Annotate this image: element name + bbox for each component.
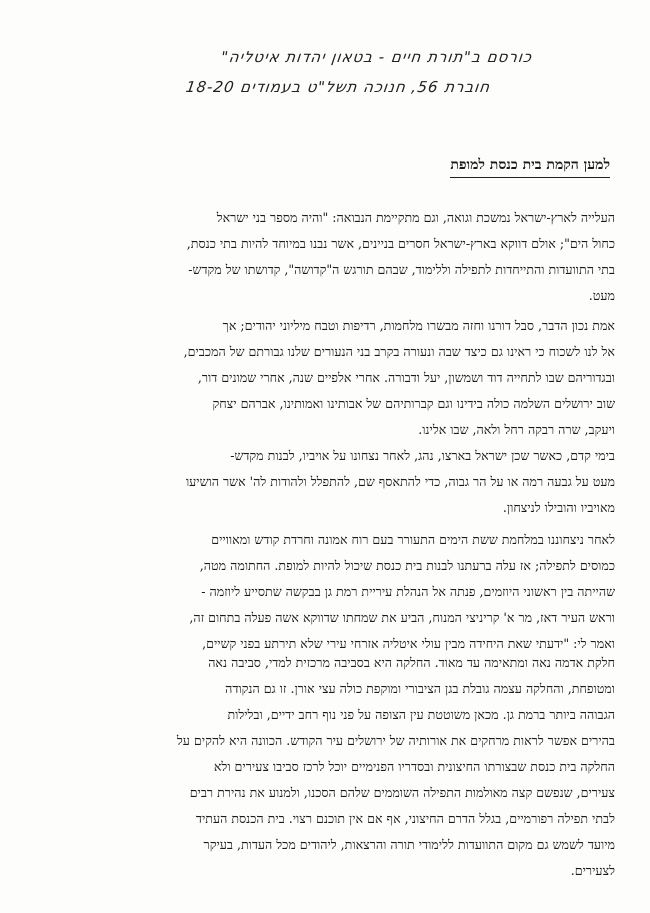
- text-line: בתי התוועדות והתייחדות לתפילה וללימוד, שבהם תורגש ה"קדושה", קדושתו של מקדש-: [188, 262, 615, 277]
- text-line: לצעירים.: [570, 863, 615, 878]
- text-line: לבתי תפילה רפורמיים, בגלל הדרם החיצוני, אף אם אין תוכנם רצוי. בית הכנסת העתיד: [195, 811, 615, 826]
- text-line: מאויביו והובילו לניצחון.: [502, 500, 615, 515]
- text-line: ומטופחת, והחלקה עצמה גובלת בגן הציבורי ומוקפת כולה עצי אורן. זו גם הנקודה: [225, 681, 615, 696]
- text-line: בימי קדם, כאשר שכן ישראל בארצו, נהג, לאחר נצחונו על אויביו, לבנות מקדש-: [230, 448, 615, 463]
- text-line: ובגדוריהם שבו לתחייה דוד ושמשון, יעל ודבורה. אחרי אלפיים שנה, אחרי שמונים דור,: [197, 370, 615, 385]
- text-line: מיועד לשמש גם מקום התוועדות ללימודי תורה והרצאות, ליהודים מכל העדות, בעיקר: [203, 837, 615, 852]
- paragraph-1: [35, 205, 615, 309]
- text-line: שוב ירושלים השלמה כולה בידינו וגם קברותיהם של אבותינו ואמותינו, אברהם יצחק: [212, 396, 615, 411]
- text-line: הגבוהה ביותר ברמת גן. מכאן משוטטת עין הצופה על פני נוף רחב ידיים, ובלילות: [227, 707, 615, 722]
- text-line: החלקה בית כנסת שבצורתו החיצונית ובסדריו הפנימיים יוכל לרכז סביבו צעירים ולא: [213, 759, 615, 774]
- text-line: כחול הים"; אולם דווקא בארץ-ישראל חסרים בניינים, אשר נבנו במיוחד להיות בתי כנסת,: [186, 236, 615, 251]
- paragraph-4: [35, 527, 615, 657]
- text-line: מעט.: [588, 288, 615, 303]
- text-line: חלקת אדמה נאה ומתאימה עד מאוד. החלקה היא בסביבה מרכזית למדי, סביבה נאה: [208, 655, 615, 670]
- text-line: מעט על גבעה רמה או על הר גבוה, כדי להתאסף שם, להתפלל ולהודות לה' אשר הושיעו: [185, 474, 615, 489]
- text-line: בהירים אפשר לראות מרחקים את אורותיה של ירושלים עיר הקודש. הכוונה היא להקים על: [176, 733, 615, 748]
- text-line: ואמר לי: "ידעתי שאת היחידה מבין עולי איטליה אזרחי עירי שלא תירתע בפני קשיים,: [202, 636, 615, 651]
- text-line: צעירים, שנפשם קצה מאולמות התפילה השוממים שלהם הסכנו, ולמנוע את נהירת רבים: [189, 785, 615, 800]
- text-line: שהייתה בין ראשוני היוזמים, פנתה אל הנהלת עיריית רמת גן בבקשה שתסייע ליוזמה -: [201, 584, 615, 599]
- text-line: העלייה לארץ-ישראל נמשכת וגואה, וגם מתקיימת הנבואה: "והיה מספר בני ישראל: [216, 210, 615, 225]
- handwritten-source-line-2: חוברת 56, חנוכה תשל"ט בעמודים 18-20: [184, 78, 492, 96]
- text-line: אל לנו לשכוח כי ראינו גם כיצד שבה ונעורה בקרב בני הנעורים שלנו גבורתם של המכבים,: [183, 344, 615, 359]
- text-line: ויעקב, שרה רבקה רחל ולאה, שבו אלינו.: [418, 422, 615, 437]
- paragraph-3: [35, 443, 615, 521]
- text-line: אמת נכון הדבר, סבל דורנו וחזה מבשרו מלחמות, רדיפות וטבח מיליוני יהודים; אך: [222, 318, 615, 333]
- handwritten-source-line-1: כורסם ב"תורת חיים - בטאון יהדות איטליה": [219, 48, 534, 66]
- paragraph-2: [35, 313, 615, 443]
- text-line: לאחר ניצחוננו במלחמת ששת הימים התעורר בעם רוח אמונה וחרדת קודש ומאוויים: [211, 532, 615, 547]
- article-title: למען הקמת בית כנסת למופת: [450, 157, 610, 178]
- paragraph-5: [35, 650, 615, 884]
- text-line: וראש העיר דאז, מר א' קריניצי המנוח, הביע את שמחתו שדווקא אשה פעלה בתחום זה,: [189, 610, 615, 625]
- text-line: כמוסים לתפילה; אז עלה ברעתנו לבנות בית כנסת שיכול להיות למופת. החתומה מטה,: [199, 558, 615, 573]
